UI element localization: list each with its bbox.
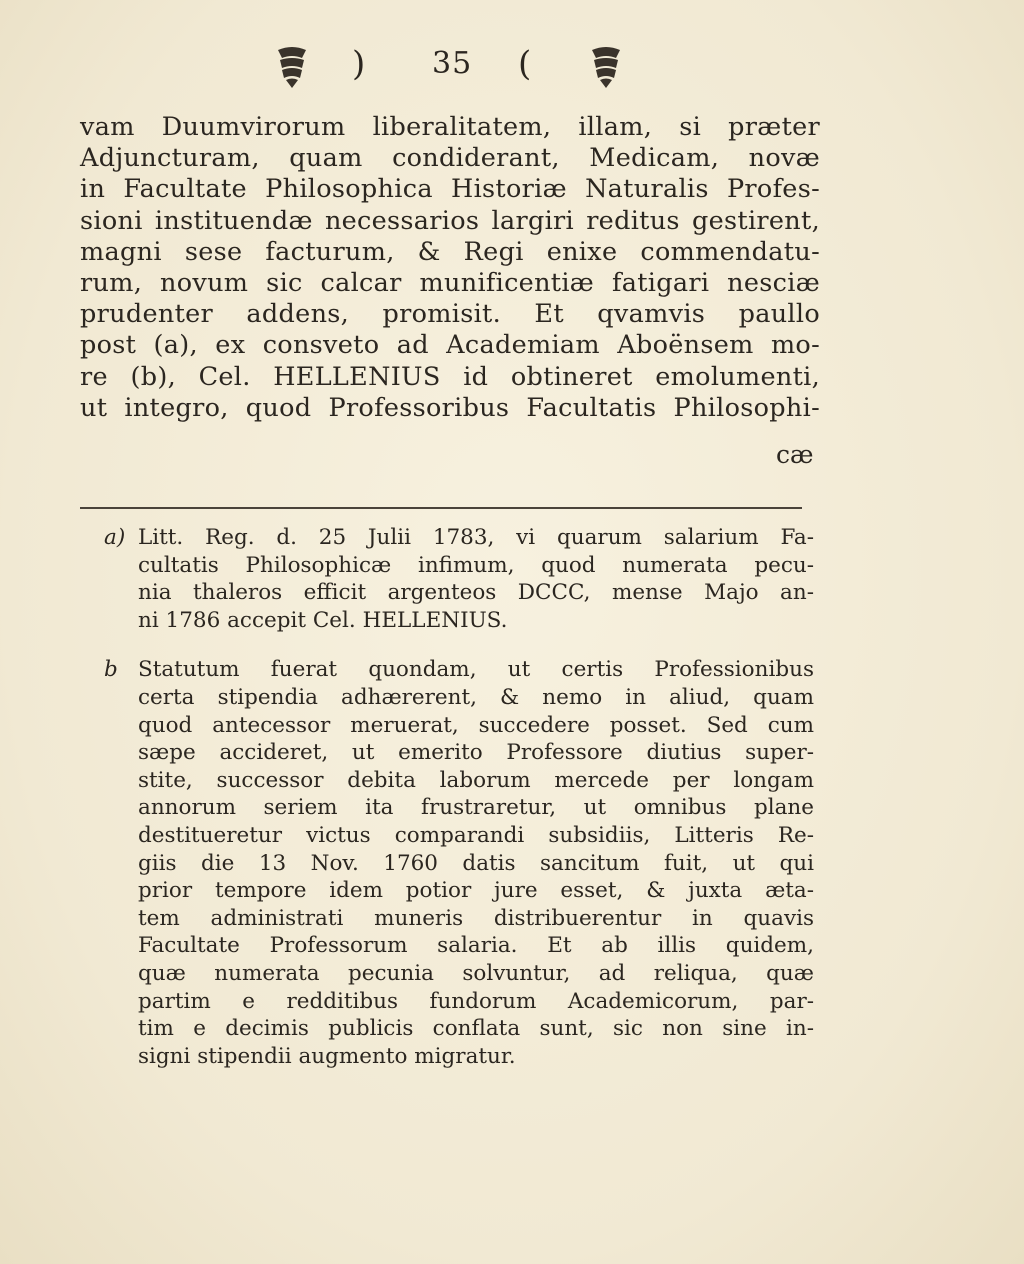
footnote-a (104, 524, 814, 634)
page-number: 35 (432, 46, 473, 81)
footnote-line: prior tempore idem potior jure esset, & juxta æta- (138, 878, 814, 904)
footnote-line: annorum seriem ita frustraretur, ut omnibus plane (138, 795, 814, 821)
footnote-line: Facultate Professorum salaria. Et ab illis quidem, (138, 933, 814, 959)
footnote-b (104, 656, 814, 1070)
text-line: Adjuncturam, quam condiderant, Medicam, novæ (80, 143, 820, 174)
main-text-block (80, 112, 820, 424)
text-line: magni sese facturum, & Regi enixe commendatu- (80, 236, 820, 267)
text-line: re (b), Cel. HELLENIUS id obtineret emolumenti, (80, 361, 820, 392)
footnote-line: destitueretur victus comparandi subsidiis, Litteris Re- (138, 822, 814, 848)
printer-ornament-icon (272, 44, 312, 90)
footnote-line: stite, successor debita laborum mercede per longam (138, 767, 814, 793)
footnote-mark: b (104, 657, 118, 683)
footnote-line: tim e decimis publicis conflata sunt, sic non sine in- (138, 1016, 814, 1042)
footnote-line: Litt. Reg. d. 25 Julii 1783, vi quarum salarium Fa- (138, 525, 814, 550)
text-line: prudenter addens, promisit. Et qvamvis paullo (80, 299, 820, 330)
footnote-line: sæpe accideret, ut emerito Professore diutius super- (138, 740, 814, 766)
footnote-line: ni 1786 accepit Cel. HELLENIUS. (138, 607, 508, 633)
text-line: sioni instituendæ necessarios largiri reditus gestirent, (80, 205, 820, 236)
catchword: cæ (776, 440, 814, 469)
running-header (0, 38, 1024, 98)
text-line: ut integro, quod Professoribus Facultatis Philosophi- (80, 392, 820, 423)
printer-ornament-icon (586, 44, 626, 90)
footnote-rule (80, 507, 802, 509)
text-line: rum, novum sic calcar munificentiæ fatigari nesciæ (80, 267, 820, 298)
header-parenthesis-right: ) (352, 44, 366, 84)
footnote-line: Statutum fuerat quondam, ut certis Professionibus (138, 657, 814, 683)
footnote-line: certa stipendia adhærerent, & nemo in aliud, quam (138, 684, 814, 710)
footnote-line: quæ numerata pecunia solvuntur, ad reliqua, quæ (138, 960, 814, 986)
footnote-line: nia thaleros efficit argenteos DCCC, mense Majo an- (138, 580, 814, 606)
text-line: post (a), ex consveto ad Academiam Aboënsem mo- (80, 330, 820, 361)
text-line: in Facultate Philosophica Historiæ Naturalis Profes- (80, 174, 820, 205)
footnote-line: cultatis Philosophicæ infimum, quod numerata pecu- (138, 552, 814, 578)
footnote-mark: a) (104, 525, 126, 550)
footnote-line: giis die 13 Nov. 1760 datis sancitum fuit, ut qui (138, 850, 814, 876)
footnote-line: tem administrati muneris distribuerentur in quavis (138, 905, 814, 931)
footnotes (104, 524, 814, 1092)
footnote-line: partim e redditibus fundorum Academicorum, par- (138, 988, 814, 1014)
text-line: vam Duumvirorum liberalitatem, illam, si præter (80, 112, 820, 142)
header-parenthesis-left: ( (518, 44, 532, 84)
footnote-line: quod antecessor meruerat, succedere posset. Sed cum (138, 712, 814, 738)
footnote-line: signi stipendii augmento migratur. (138, 1043, 516, 1069)
